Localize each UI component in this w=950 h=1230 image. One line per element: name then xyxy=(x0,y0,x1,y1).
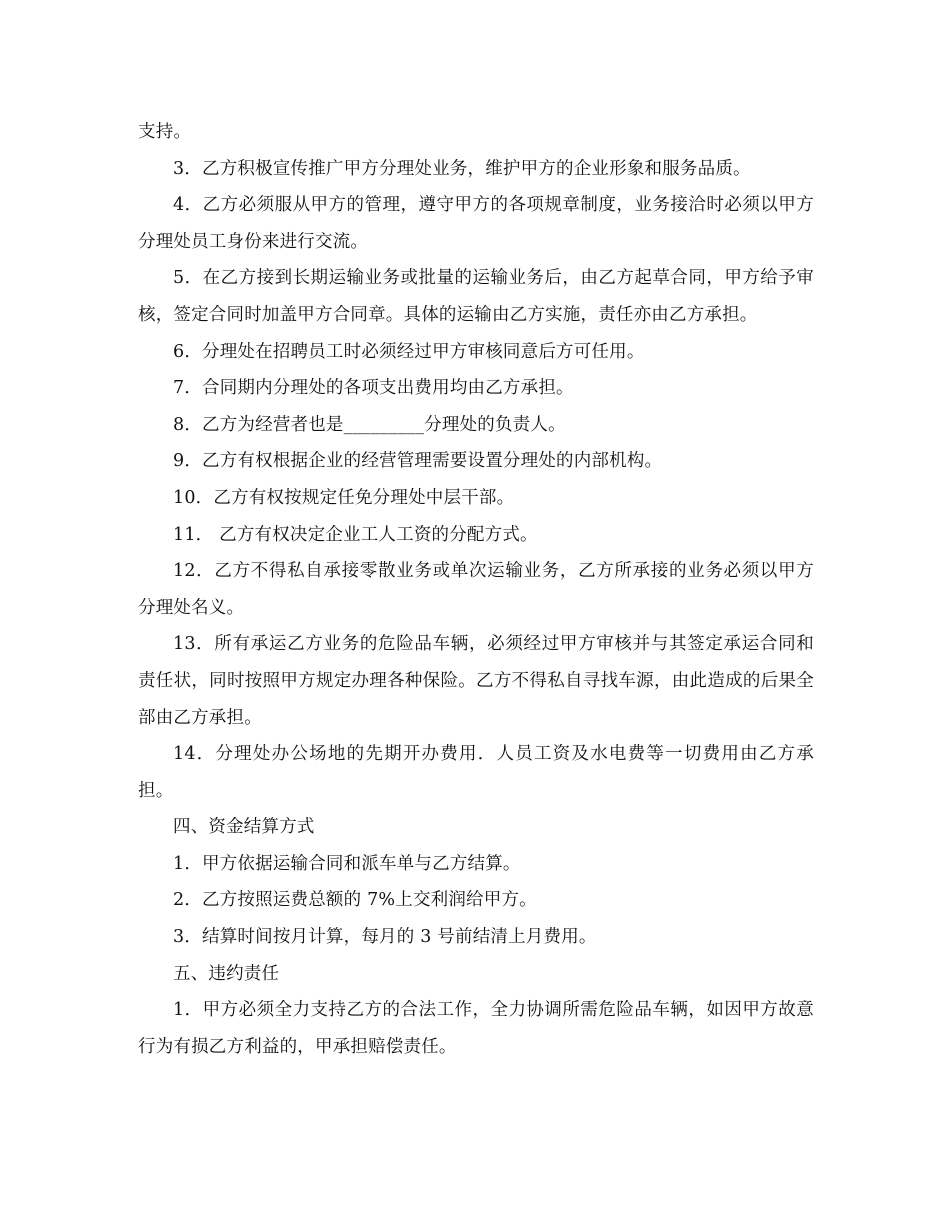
section-heading-liability: 五、违约责任 xyxy=(173,963,280,984)
paragraph-clause-8: 8．乙方为经营者也是_________分理处的负责人。 xyxy=(173,414,566,435)
paragraph-clause-13: 13．所有承运乙方业务的危险品车辆，必须经过甲方审核并与其签定承运合同和责任状，同时按照甲方规定办理各种保险。乙方不得私自寻找车源，由此造成的后果全部由乙方承担。 xyxy=(138,634,814,728)
paragraph-clause-5: 5．在乙方接到长期运输业务或批量的运输业务后，由乙方起草合同，甲方给予审核，签定合同时加盖甲方合同章。具体的运输由乙方实施，责任亦由乙方承担。 xyxy=(138,268,814,325)
paragraph-clause-10: 10．乙方有权按规定任免分理处中层干部。 xyxy=(173,487,515,508)
paragraph-settlement-2: 2．乙方按照运费总额的 7%上交利润给甲方。 xyxy=(173,890,537,911)
paragraph-settlement-3: 3．结算时间按月计算，每月的 3 号前结清上月费用。 xyxy=(173,927,597,948)
paragraph-clause-14: 14．分理处办公场地的先期开办费用．人员工资及水电费等一切费用由乙方承担。 xyxy=(138,744,814,801)
section-heading-settlement: 四、资金结算方式 xyxy=(173,817,315,838)
paragraph-clause-7: 7．合同期内分理处的各项支出费用均由乙方承担。 xyxy=(173,378,574,399)
paragraph-clause-3: 3．乙方积极宣传推广甲方分理处业务，维护甲方的企业形象和服务品质。 xyxy=(173,158,751,179)
paragraph-clause-11: 11． 乙方有权决定企业工人工资的分配方式。 xyxy=(173,524,538,545)
paragraph-clause-12: 12．乙方不得私自承接零散业务或单次运输业务，乙方所承接的业务必须以甲方分理处名义。 xyxy=(138,561,814,618)
paragraph-clause-6: 6．分理处在招聘员工时必须经过甲方审核同意后方可任用。 xyxy=(173,341,645,362)
paragraph-settlement-1: 1．甲方依据运输合同和派车单与乙方结算。 xyxy=(173,853,521,874)
paragraph-clause-9: 9．乙方有权根据企业的经营管理需要设置分理处的内部机构。 xyxy=(173,451,663,472)
paragraph-clause-4: 4．乙方必须服从甲方的管理，遵守甲方的各项规章制度，业务接洽时必须以甲方分理处员工身份来进行交流。 xyxy=(138,195,814,252)
document-body xyxy=(138,114,814,1065)
paragraph-liability-1: 1．甲方必须全力支持乙方的合法工作，全力协调所需危险品车辆，如因甲方故意行为有损乙方利益的，甲承担赔偿责任。 xyxy=(138,1000,814,1057)
paragraph-continuation: 支持。 xyxy=(138,122,192,142)
